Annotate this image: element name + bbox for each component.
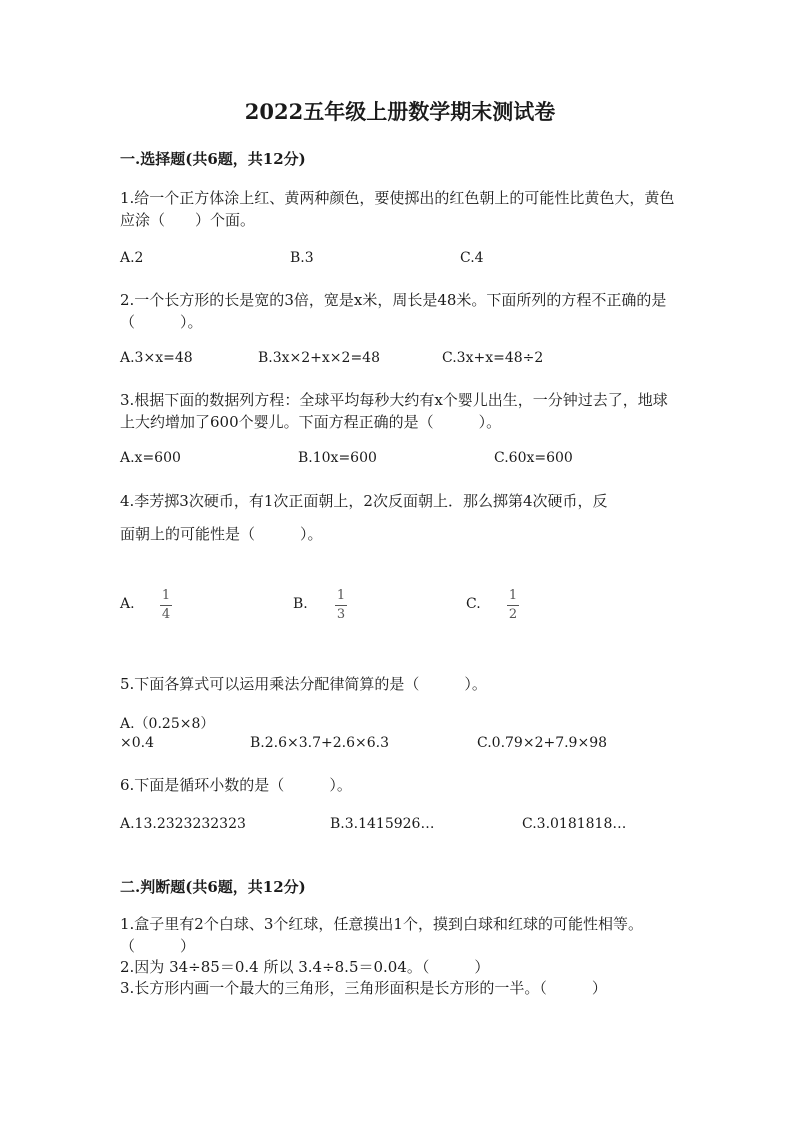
question-3-option-c: C.60x=600 xyxy=(494,450,573,466)
section-heading-judgement: 二.判断题(共6题，共12分) xyxy=(120,878,306,896)
question-4-line-1: 4.李芳掷3次硬币，有1次正面朝上，2次反面朝上．那么掷第4次硬币，反 xyxy=(120,492,608,510)
section-heading-choice: 一.选择题(共6题，共12分) xyxy=(120,150,306,168)
question-1-option-a: A.2 xyxy=(120,250,144,266)
question-1-text: 1.给一个正方体涂上红、黄两种颜色，要使掷出的红色朝上的可能性比黄色大，黄色应涂（ ）个面。 xyxy=(120,189,675,229)
fraction-numerator: 1 xyxy=(336,588,346,603)
question-3-option-b: B.10x=600 xyxy=(298,450,377,466)
fraction-numerator: 1 xyxy=(508,588,518,603)
question-3-option-a: A.x=600 xyxy=(120,450,181,466)
question-4-option-b-fraction xyxy=(335,588,347,623)
fraction-bar xyxy=(160,605,172,606)
question-4-option-a-fraction xyxy=(160,588,172,623)
question-4-option-b-label: B. xyxy=(293,596,308,612)
fraction-denominator: 2 xyxy=(508,607,518,622)
question-1-option-b: B.3 xyxy=(290,250,314,266)
question-4-option-c-label: C. xyxy=(466,596,481,612)
judgement-question-3: 3.长方形内画一个最大的三角形，三角形面积是长方形的一半。（ ） xyxy=(120,979,607,997)
fraction-bar xyxy=(335,605,347,606)
question-2-text: 2.一个长方形的长是宽的3倍，宽是x米，周长是48米。下面所列的方程不正确的是（ ）。 xyxy=(120,291,667,331)
question-2-option-a: A.3×x=48 xyxy=(120,350,193,366)
fraction-numerator: 1 xyxy=(161,588,171,603)
question-5-option-a-line-1: A.（0.25×8） xyxy=(120,716,215,732)
fraction-denominator: 4 xyxy=(161,607,171,622)
question-6-option-b: B.3.1415926… xyxy=(330,816,435,832)
question-1-option-c: C.4 xyxy=(460,250,484,266)
question-4-option-a-label: A. xyxy=(120,596,135,612)
page-title: 2022五年级上册数学期末测试卷 xyxy=(244,99,556,124)
judgement-question-2: 2.因为 34÷85＝0.4 所以 3.4÷8.5＝0.04。（ ） xyxy=(120,958,490,976)
question-5-text: 5.下面各算式可以运用乘法分配律简算的是（ ）。 xyxy=(120,675,487,693)
question-3-text: 3.根据下面的数据列方程：全球平均每秒大约有x个婴儿出生，一分钟过去了，地球上大约增加了600个婴儿。下面方程正确的是（ ）。 xyxy=(120,391,668,431)
question-2-option-b: B.3x×2+x×2=48 xyxy=(258,350,380,366)
question-5-option-a-line-2: ×0.4 xyxy=(120,735,154,751)
question-5-option-b: B.2.6×3.7+2.6×6.3 xyxy=(250,735,389,751)
fraction-denominator: 3 xyxy=(336,607,346,622)
question-6-option-a: A.13.2323232323 xyxy=(120,816,246,832)
fraction-bar xyxy=(507,605,519,606)
question-2-option-c: C.3x+x=48÷2 xyxy=(442,350,544,366)
judgement-question-1: 1.盒子里有2个白球、3个红球，任意摸出1个，摸到白球和红球的可能性相等。（ ） xyxy=(120,915,643,955)
question-4-line-2: 面朝上的可能性是（ ）。 xyxy=(120,525,323,543)
question-4-option-c-fraction xyxy=(507,588,519,623)
question-6-option-c: C.3.0181818… xyxy=(522,816,627,832)
question-6-text: 6.下面是循环小数的是（ ）。 xyxy=(120,776,352,794)
question-5-option-c: C.0.79×2+7.9×98 xyxy=(477,735,608,751)
